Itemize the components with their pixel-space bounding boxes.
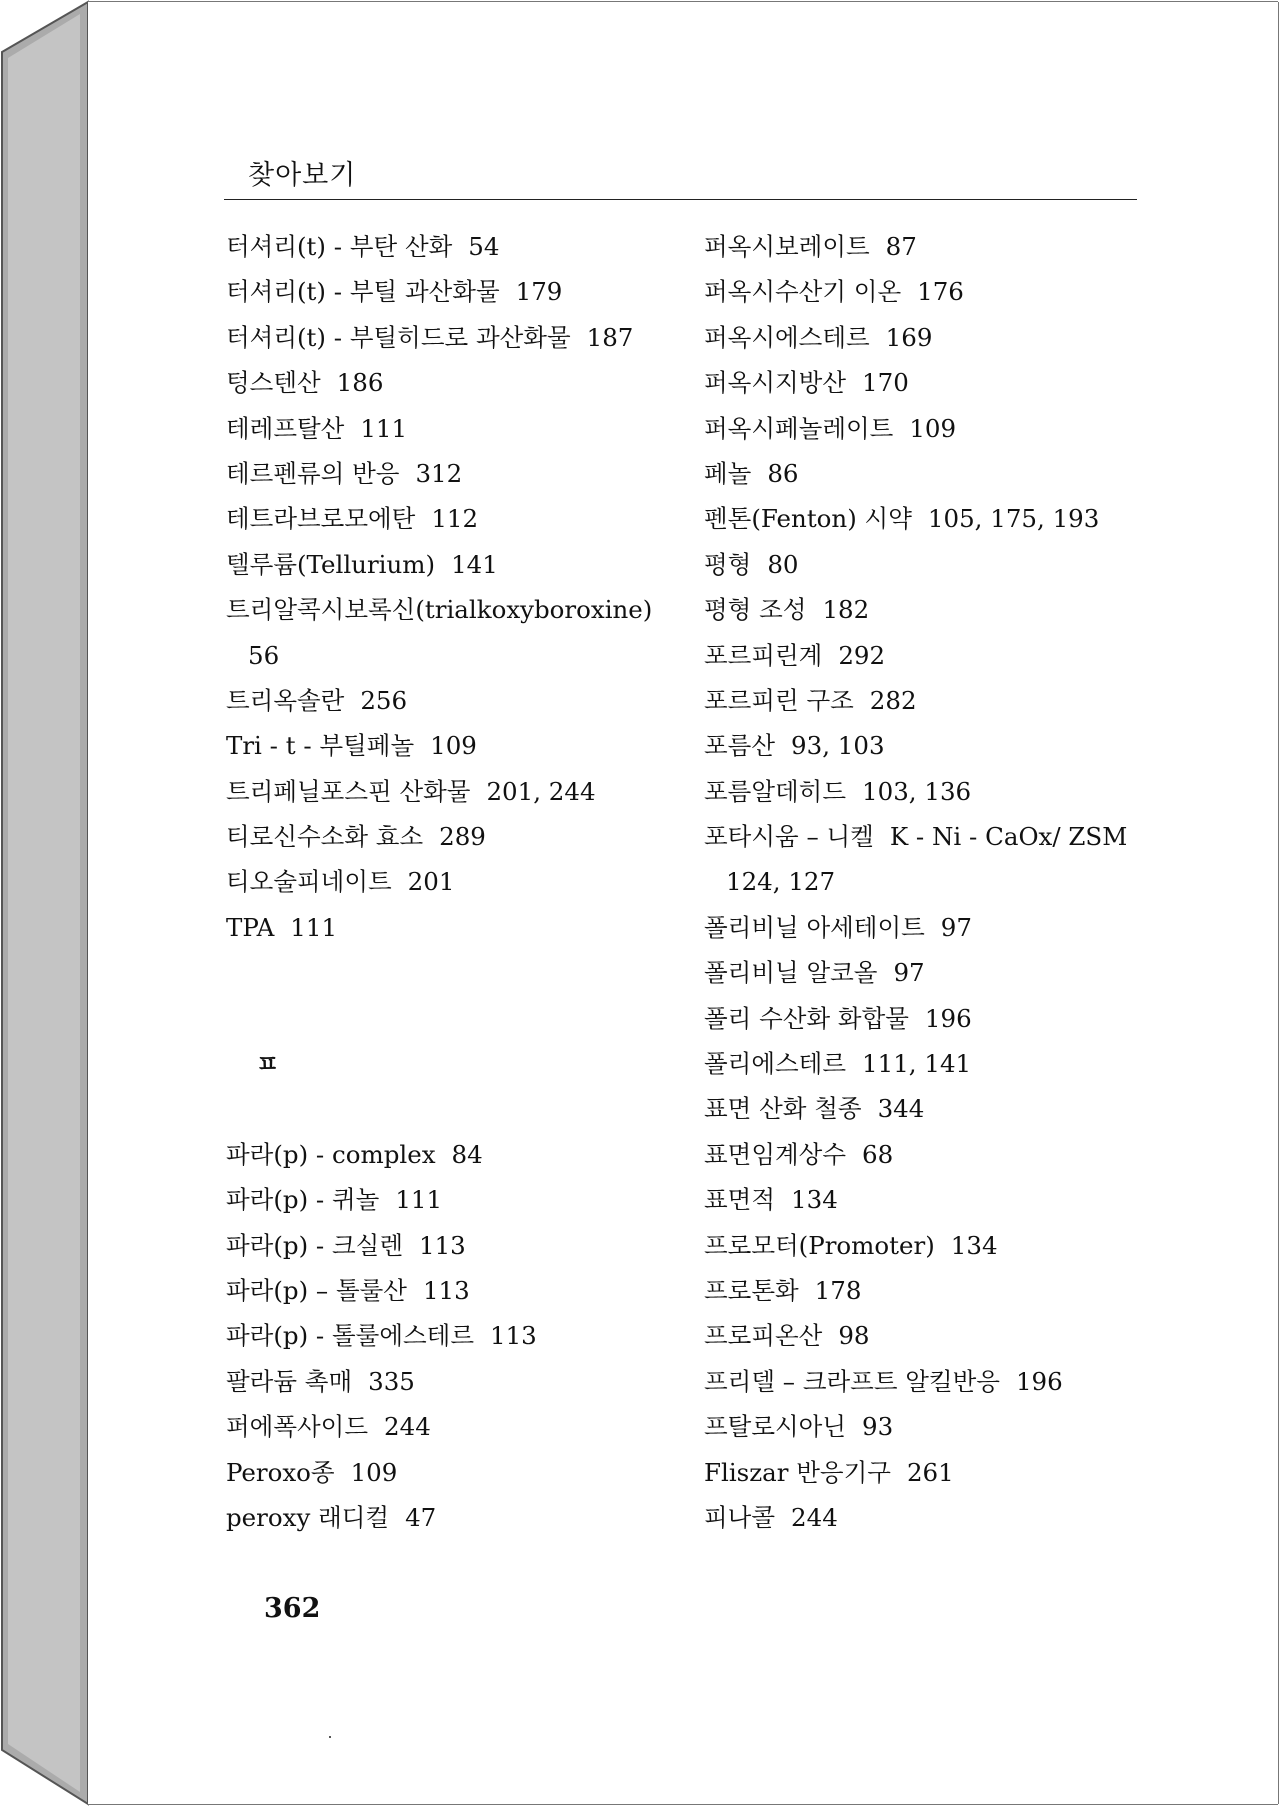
- index-entry: [226, 769, 696, 814]
- index-term: 프로모터(Promoter): [704, 1230, 935, 1260]
- index-page-refs: 93: [862, 1412, 894, 1442]
- index-term: 포름산: [704, 731, 776, 761]
- index-term: 폴리 수산화 화합물: [704, 1003, 909, 1033]
- index-term: peroxy 래디컬: [226, 1502, 390, 1532]
- index-entry: [704, 451, 1174, 496]
- header-rule: [224, 199, 1137, 200]
- index-page-refs: 244: [384, 1412, 431, 1442]
- index-term: 파라(p) - 톨룰에스테르: [226, 1321, 474, 1351]
- index-term: 파라(p) - complex: [226, 1139, 436, 1169]
- index-page-refs: 201: [407, 867, 455, 897]
- index-page-refs: 179: [515, 277, 563, 307]
- index-term: 트리페닐포스핀 산화물: [226, 776, 471, 806]
- index-entry: [226, 406, 696, 451]
- index-term: 퍼옥시페놀레이트: [704, 413, 894, 443]
- index-page-refs: 80: [767, 549, 799, 579]
- page-number: 362: [264, 1593, 321, 1624]
- index-page-refs: 282: [869, 685, 917, 715]
- index-entry: [704, 633, 1174, 678]
- index-entry: [704, 859, 1174, 904]
- index-term: 피나콜: [704, 1502, 776, 1532]
- index-term: 포름알데히드: [704, 776, 847, 806]
- index-entry: [704, 406, 1174, 451]
- index-entry: [226, 1268, 696, 1313]
- index-entry: [226, 1450, 696, 1495]
- index-term: 포르피린 구조: [704, 685, 854, 715]
- index-page-refs: 178: [814, 1275, 862, 1305]
- index-page: [88, 2, 1278, 1804]
- print-speck: [329, 1736, 331, 1738]
- index-term: 터셔리(t) - 부탄 산화: [226, 232, 453, 261]
- index-page-refs: 113: [422, 1275, 470, 1305]
- index-term: 텅스텐산: [226, 368, 321, 398]
- section-letter: ㅍ: [256, 1049, 280, 1079]
- index-entry: [704, 269, 1174, 314]
- index-page-refs: 201, 244: [486, 776, 596, 806]
- index-page-refs: 182: [822, 595, 870, 625]
- index-page-refs: 134: [950, 1230, 998, 1260]
- index-term: Peroxo종: [226, 1457, 335, 1487]
- index-entry: [704, 1404, 1174, 1449]
- index-page-refs: 86: [767, 458, 799, 488]
- index-page-refs: 109: [430, 731, 477, 761]
- index-term: 표면임계상수: [704, 1139, 847, 1169]
- index-term: Tri - t - 부틸페놀: [226, 731, 415, 761]
- index-page-refs: 97: [940, 912, 972, 942]
- index-entry: [704, 996, 1174, 1041]
- index-entry: [226, 1359, 696, 1404]
- index-page-refs: 196: [1015, 1366, 1063, 1396]
- index-page-refs: 289: [439, 822, 486, 852]
- index-page-refs: 186: [336, 368, 384, 398]
- index-page-refs: 84: [451, 1139, 483, 1169]
- index-entry: [704, 769, 1174, 814]
- index-term: 텔루륨(Tellurium): [226, 549, 436, 579]
- index-entry: [704, 1132, 1174, 1177]
- index-entry: [704, 496, 1174, 541]
- index-term: 티오술피네이트: [226, 867, 392, 897]
- index-entry: [226, 224, 696, 269]
- index-page-refs: 335: [368, 1366, 415, 1396]
- index-term: 포타시움 – 니켈: [704, 822, 874, 852]
- index-page-refs: 256: [360, 685, 408, 715]
- index-entry: [226, 814, 696, 859]
- index-page-refs: 111: [360, 413, 408, 443]
- index-term: 표면적: [704, 1185, 776, 1215]
- index-page-refs: 170: [862, 368, 909, 398]
- index-page-refs: 87: [885, 232, 917, 261]
- index-entry: [226, 542, 696, 587]
- index-entry: [704, 905, 1174, 950]
- index-entry: [704, 224, 1174, 269]
- index-term: 폴리비닐 알코올: [704, 958, 878, 988]
- index-entry: [226, 633, 696, 678]
- index-page-refs: 261: [906, 1457, 954, 1487]
- index-entry: [226, 1495, 696, 1540]
- index-page-refs: 113: [419, 1230, 466, 1260]
- index-entry: [226, 451, 696, 496]
- index-entry: [226, 1223, 696, 1268]
- index-page-refs: 47: [405, 1502, 437, 1532]
- index-entry: [226, 1132, 696, 1177]
- index-entry: [704, 360, 1174, 405]
- index-term: 파라(p) – 톨룰산: [226, 1275, 407, 1305]
- index-column-right: [704, 224, 1174, 1540]
- index-term: 프로피온산: [704, 1321, 823, 1351]
- index-entry: [704, 1223, 1174, 1268]
- index-term: 프탈로시아닌: [704, 1412, 847, 1442]
- index-entry: [704, 1359, 1174, 1404]
- index-page-refs: 124, 127: [726, 867, 836, 897]
- index-page-refs: 111: [290, 912, 338, 942]
- running-head: 찾아보기: [248, 160, 357, 191]
- index-term: 퍼옥시에스테르: [704, 322, 870, 352]
- index-entry: [704, 950, 1174, 995]
- index-page-refs: 292: [838, 640, 886, 670]
- index-term: 평형: [704, 549, 752, 579]
- index-entry: [704, 1177, 1174, 1222]
- index-entry: [704, 1495, 1174, 1540]
- index-entry: [226, 905, 696, 950]
- index-page-refs: 112: [431, 504, 479, 534]
- index-page-refs: 56: [248, 640, 280, 670]
- index-page-refs: 111: [395, 1185, 443, 1215]
- index-entry: [226, 723, 696, 768]
- index-term: 퍼옥시수산기 이온: [704, 277, 902, 307]
- index-entry: [226, 859, 696, 904]
- index-term: 테르펜류의 반응: [226, 458, 400, 488]
- index-page-refs: 134: [791, 1185, 838, 1215]
- index-term: 테레프탈산: [226, 413, 345, 443]
- index-entry: [226, 1177, 696, 1222]
- index-page-refs: K - Ni - CaOx/ ZSM: [889, 822, 1128, 852]
- index-page-refs: 312: [415, 458, 463, 488]
- index-page-refs: 344: [877, 1094, 925, 1124]
- index-page-refs: 244: [791, 1502, 838, 1532]
- index-term: 퍼옥시지방산: [704, 368, 847, 398]
- index-term: 페놀: [704, 458, 752, 488]
- index-term: TPA: [226, 912, 275, 942]
- index-page-refs: 169: [885, 322, 933, 352]
- index-page-refs: 54: [468, 232, 500, 261]
- index-page-refs: 187: [586, 322, 634, 352]
- index-entry: [704, 315, 1174, 360]
- index-entry: [704, 1268, 1174, 1313]
- index-term: 파라(p) - 퀴놀: [226, 1185, 380, 1215]
- index-term: 펜톤(Fenton) 시약: [704, 504, 912, 534]
- index-term: 포르피린계: [704, 640, 823, 670]
- index-entry: [226, 269, 696, 314]
- index-page-refs: 98: [838, 1321, 870, 1351]
- index-term: 터셔리(t) - 부틸 과산화물: [226, 277, 500, 307]
- index-page-refs: 103, 136: [862, 776, 972, 806]
- index-entry: [704, 587, 1174, 632]
- index-term: 팔라듐 촉매: [226, 1366, 353, 1396]
- index-term: Fliszar 반응기구: [704, 1457, 891, 1487]
- index-entry: [226, 496, 696, 541]
- index-entry: [226, 360, 696, 405]
- index-page-refs: 196: [924, 1003, 972, 1033]
- index-page-refs: 105, 175, 193: [927, 504, 1100, 534]
- index-entry: [226, 587, 696, 632]
- index-term: 폴리비닐 아세테이트: [704, 912, 925, 942]
- index-term: 퍼옥시보레이트: [704, 232, 870, 261]
- index-term: 프리델 – 크라프트 알킬반응: [704, 1366, 1000, 1396]
- index-entry: [226, 1313, 696, 1358]
- index-page-refs: 68: [862, 1139, 894, 1169]
- index-entry: [704, 814, 1174, 859]
- index-page-refs: 109: [350, 1457, 398, 1487]
- index-term: 평형 조성: [704, 595, 807, 625]
- index-entry: [704, 1041, 1174, 1086]
- index-entry: [704, 678, 1174, 723]
- index-page-refs: 109: [909, 413, 957, 443]
- index-entry: [226, 1404, 696, 1449]
- index-entry: [704, 1086, 1174, 1131]
- index-term: 터셔리(t) - 부틸히드로 과산화물: [226, 322, 571, 352]
- index-page-refs: 93, 103: [791, 731, 885, 761]
- index-term: 트리알콕시보록신(trialkoxyboroxine): [226, 595, 653, 625]
- section-spacer: [226, 1086, 696, 1131]
- section-spacer: [226, 996, 696, 1041]
- index-term: 파라(p) - 크실렌: [226, 1230, 403, 1260]
- index-entry: [226, 678, 696, 723]
- index-entry: [704, 1313, 1174, 1358]
- index-term: 프로톤화: [704, 1275, 799, 1305]
- index-entry: [704, 1450, 1174, 1495]
- index-term: 테트라브로모에탄: [226, 504, 416, 534]
- index-page-refs: 111, 141: [862, 1049, 972, 1079]
- index-page-refs: 113: [490, 1321, 537, 1351]
- index-term: 퍼에폭사이드: [226, 1412, 369, 1442]
- index-term: 폴리에스테르: [704, 1049, 847, 1079]
- index-column-left: [226, 224, 696, 1540]
- index-page-refs: 97: [893, 958, 925, 988]
- index-entry: [704, 723, 1174, 768]
- index-entry: [226, 315, 696, 360]
- index-term: 티로신수소화 효소: [226, 822, 424, 852]
- index-term: 표면 산화 철종: [704, 1094, 862, 1124]
- index-term: 트리옥솔란: [226, 685, 345, 715]
- index-page-refs: 141: [451, 549, 498, 579]
- index-entry: [704, 542, 1174, 587]
- section-spacer: [226, 950, 696, 995]
- index-page-refs: 176: [917, 277, 964, 307]
